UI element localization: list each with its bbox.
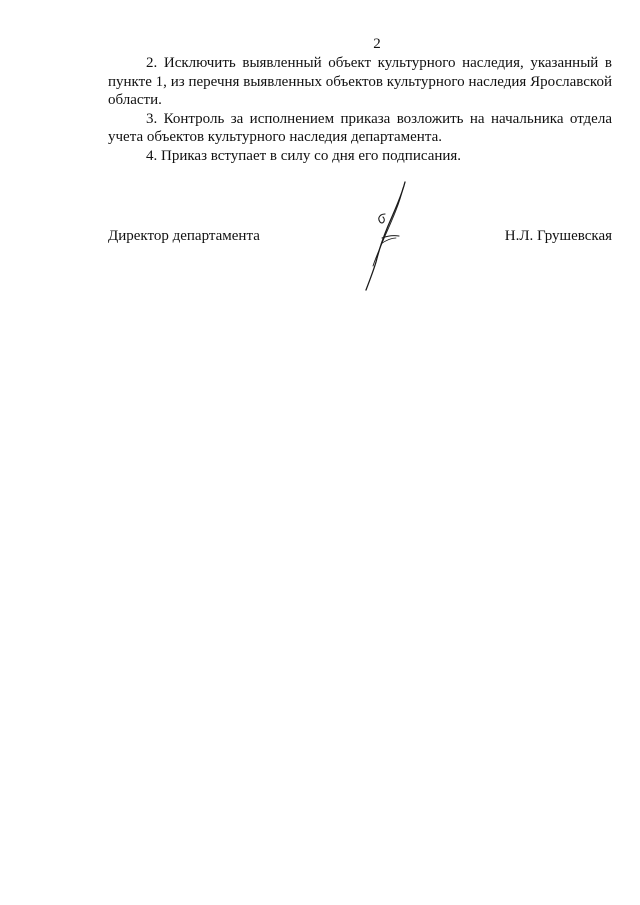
paragraph-3 xyxy=(108,110,612,147)
document-body xyxy=(108,54,612,165)
paragraph-4 xyxy=(108,147,612,166)
paragraph-4-text: 4. Приказ вступает в силу со дня его подписания. xyxy=(146,147,462,164)
paragraph-2-text: 2. Исключить выявленный объект культурного наследия, указанный в пункте 1, из перечня выявленных объектов культурного наследия Ярославской области. xyxy=(108,55,612,108)
paragraph-2 xyxy=(108,54,612,110)
signer-position: Директор департамента xyxy=(108,228,260,244)
page-number: 2 xyxy=(373,36,381,52)
handwritten-signature xyxy=(355,180,415,292)
paragraph-3-text: 3. Контроль за исполнением приказа возложить на начальника отдела учета объектов культурного наследия департамента. xyxy=(108,110,612,145)
signer-name: Н.Л. Грушевская xyxy=(504,228,612,244)
